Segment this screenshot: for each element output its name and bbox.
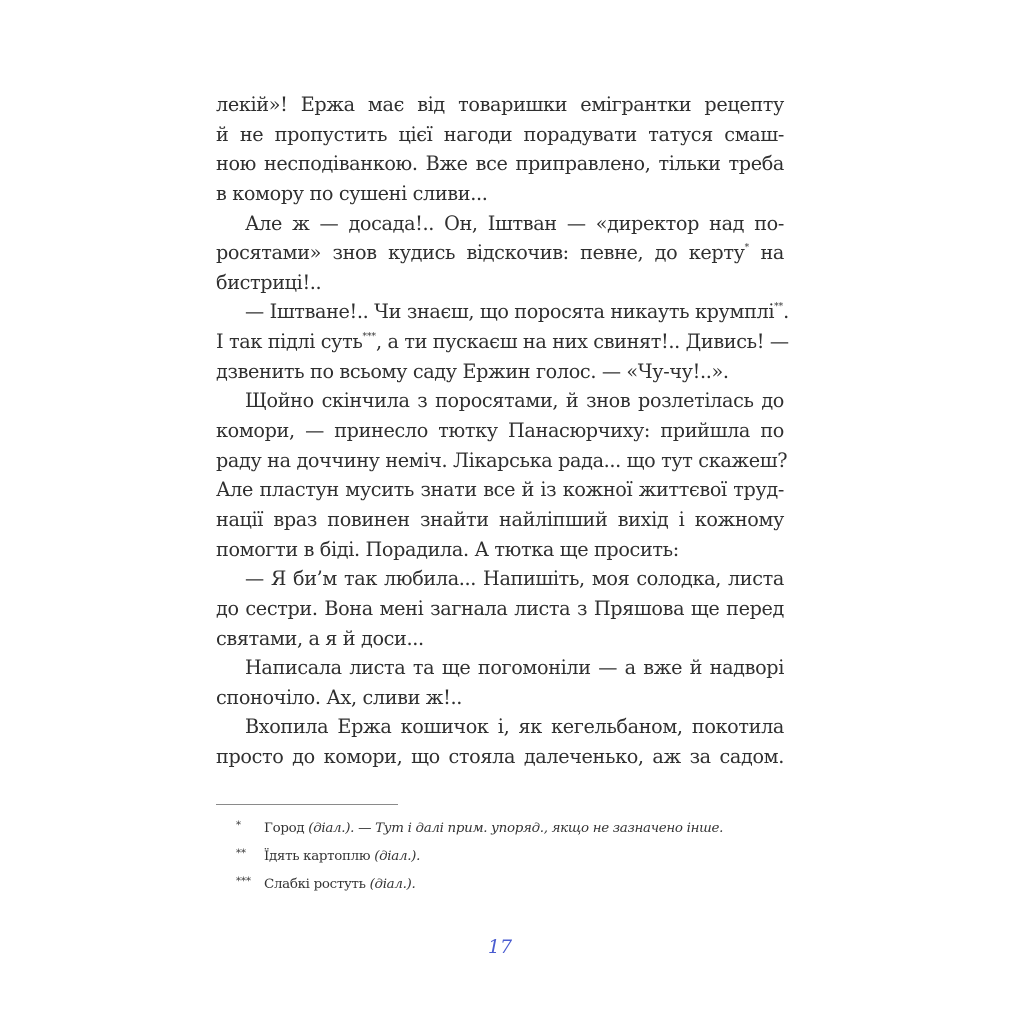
text-fragment: на — [749, 241, 785, 265]
text-line — [216, 327, 789, 357]
footnote-marker: *** — [236, 876, 251, 887]
footnote-text — [264, 843, 420, 871]
text-line: раду на доччину неміч. Лікарська рада... що тут скажеш? — [216, 448, 788, 472]
footnote-item — [216, 815, 776, 843]
footnote-marker: ** — [236, 848, 246, 859]
footnotes — [216, 815, 776, 899]
text-line: комори, — принесло тютку Панасюрчиху: прийшла по — [216, 419, 784, 443]
footnote-term: Город — [264, 821, 309, 836]
page-number: 17 — [487, 936, 513, 958]
footnote-note: (діал.). — [369, 877, 416, 892]
text-line: до сестри. Вона мені загнала листа з Пряшова ще перед — [216, 596, 784, 620]
text-line: Вхопила Ержа кошичок і, як кегельбаном, покотила — [245, 715, 784, 739]
text-fragment: . — [783, 300, 789, 324]
footnote-reference[interactable]: * — [744, 243, 750, 254]
footnote-divider — [216, 804, 398, 805]
text-line: нації враз повинен знайти найліпший вихід і кожному — [216, 507, 784, 531]
text-line: й не пропустить цієї нагоди порадувати татуся смаш- — [216, 122, 784, 146]
text-line: Написала листа та ще погомоніли — а вже й надворі — [245, 656, 784, 680]
body-text — [216, 90, 789, 772]
footnote-term: Їдять картоплю — [264, 849, 375, 864]
text-fragment: І так підлі суть — [216, 330, 363, 354]
footnote-item — [216, 871, 776, 899]
text-line: дзвенить по всьому саду Ержин голос. — «Чу-чу!..». — [216, 359, 729, 383]
text-line: Але пластун мусить знати все й із кожної життєвої труд- — [216, 478, 784, 502]
text-fragment: — Іштване!.. Чи знаєш, що поросята никауть крумплі — [245, 300, 775, 324]
footnote-note: (діал.). — Тут і далі прим. упоряд., якщо не зазначено інше. — [308, 821, 724, 836]
footnote-reference[interactable]: ** — [774, 302, 784, 313]
footnote-marker: * — [236, 820, 241, 831]
text-fragment: , а ти пускаєш на них свинят!.. Дивись! — — [376, 330, 789, 354]
text-line: Щойно скінчила з поросятами, й знов розлетілась до — [245, 389, 784, 413]
text-line: — Я би’м так любила... Напишіть, моя солодка, листа — [245, 567, 784, 591]
text-line: лекій»! Ержа має від товаришки емігрантки рецепту — [216, 93, 784, 116]
text-line: ною несподіванкою. Вже все приправлено, тільки треба — [216, 152, 784, 176]
text-line: споночіло. Ах, сливи ж!.. — [216, 685, 462, 709]
text-line: Але ж — досада!.. Он, Іштван — «директор над по- — [245, 211, 784, 235]
footnote-item — [216, 843, 776, 871]
footnote-text — [264, 871, 415, 899]
text-line: просто до комори, що стояла далеченько, аж за садом. — [216, 745, 784, 769]
text-line — [216, 297, 789, 327]
footnote-term: Слабкі ростуть — [264, 877, 370, 892]
footnote-reference[interactable]: *** — [362, 332, 376, 343]
text-line — [216, 238, 784, 268]
text-line: святами, а я й доси... — [216, 626, 424, 650]
text-line: помогти в біді. Порадила. А тютка ще просить: — [216, 537, 679, 561]
text-line: бистриці!.. — [216, 270, 322, 294]
footnote-note: (діал.). — [374, 849, 421, 864]
text-line: в комору по сушені сливи... — [216, 181, 488, 205]
text-fragment: росятами» знов кудись відскочив: певне, до керту — [216, 241, 745, 265]
footnote-text — [264, 815, 723, 843]
